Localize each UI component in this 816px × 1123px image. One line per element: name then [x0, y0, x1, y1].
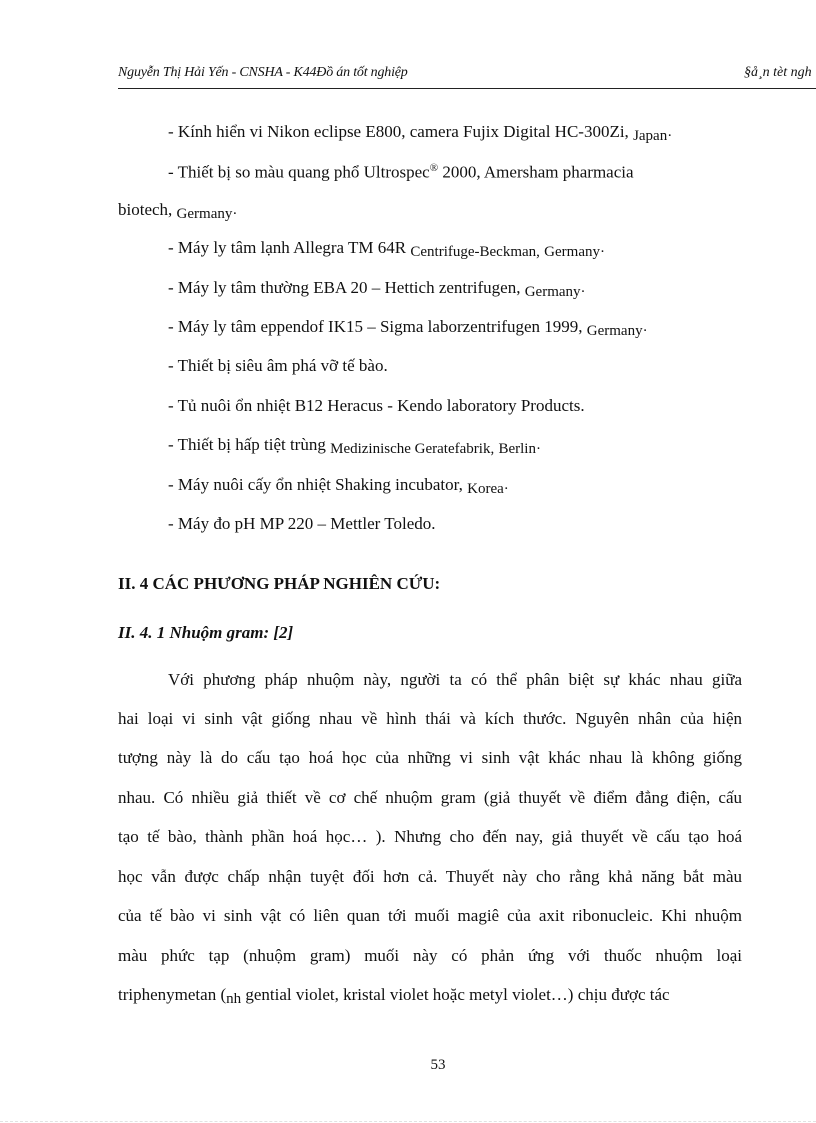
paragraph-line: hai loại vi sinh vật giống nhau về hình thái và kích thước. Nguyên nhân của hiện — [118, 709, 742, 728]
equipment-mid: Centrifuge-Beckman, — [410, 244, 540, 260]
equipment-sep: · — [232, 206, 238, 222]
equipment-text: - Kính hiển vi Nikon eclipse E800, camera Fujix Digital HC-300Zi, — [168, 122, 629, 141]
equipment-mid: Medizinische Geratefabrik, — [330, 441, 495, 457]
paragraph-line: tượng này là do cấu tạo hoá học của những vi sinh vật khác nhau là không giống — [118, 748, 742, 767]
paragraph-line-last — [118, 984, 670, 1007]
header-right-text: §å¸n tèt ngh — [744, 65, 812, 80]
paragraph-line: màu phức tạp (nhuộm gram) muối này có phản ứng với thuốc nhuộm loại — [118, 946, 742, 965]
subsection-heading: II. 4. 1 Nhuộm gram: [2] — [118, 623, 294, 642]
paragraph-line: của tế bào vi sinh vật có liên quan tới muối magiê của axit ribonucleic. Khi nhuộm — [118, 906, 742, 925]
equipment-tail: Japan — [633, 128, 668, 144]
section-heading: II. 4 CÁC PHƯƠNG PHÁP NGHIÊN CỨU: — [118, 574, 441, 593]
paragraph-small-text: nh — [226, 991, 242, 1007]
equipment-item — [168, 157, 634, 184]
equipment-item — [168, 513, 435, 535]
paragraph-line: tạo tế bào, thành phần hoá học… ). Nhưng cho đến nay, giả thuyết về cấu tạo hoá — [118, 827, 742, 846]
equipment-text: - Tủ nuôi ổn nhiệt B12 Heracus - Kendo laboratory Products. — [168, 396, 585, 415]
equipment-item — [168, 121, 672, 144]
equipment-tail: Korea — [467, 481, 504, 497]
page-number: 53 — [430, 1057, 446, 1073]
equipment-text: - Máy ly tâm lạnh Allegra TM 64R — [168, 238, 407, 257]
equipment-tail: Berlin — [498, 441, 536, 457]
equipment-text: - Thiết bị siêu âm phá vỡ tế bào. — [168, 356, 388, 375]
equipment-text: - Máy ly tâm eppendof IK15 – Sigma laborzentrifugen 1999, — [168, 317, 583, 336]
equipment-text-rest: 2000, Amersham pharmacia — [438, 162, 634, 182]
equipment-tail: Germany — [544, 244, 600, 260]
running-header — [118, 62, 816, 89]
paragraph-line: nhau. Có nhiều giả thiết về cơ chế nhuộm gram (giả thuyết về điểm đẳng điện, cấu — [118, 788, 742, 807]
equipment-sep: · — [667, 128, 673, 144]
equipment-text: - Thiết bị so màu quang phổ Ultrospec — [168, 162, 430, 182]
registered-mark: ® — [429, 162, 439, 174]
equipment-sep: · — [642, 323, 648, 339]
equipment-sep: · — [535, 441, 541, 457]
equipment-tail: Germany — [176, 206, 233, 222]
equipment-item-continuation — [118, 199, 237, 222]
page-bottom-divider — [0, 1121, 816, 1122]
equipment-sep: · — [503, 481, 509, 497]
equipment-sep: · — [599, 244, 605, 260]
equipment-item — [168, 237, 605, 260]
equipment-text: biotech, — [118, 200, 173, 219]
paragraph-line: học vẫn được chấp nhận tuyệt đối hơn cả. Thuyết này cho rằng khả năng bắt màu — [118, 867, 742, 886]
equipment-item — [168, 395, 585, 417]
equipment-sep: · — [580, 284, 586, 300]
paragraph-text: triphenymetan ( — [118, 985, 227, 1004]
paragraph-line: Với phương pháp nhuộm này, người ta có thể phân biệt sự khác nhau giữa — [168, 670, 742, 689]
equipment-text: - Máy nuôi cấy ổn nhiệt Shaking incubator, — [168, 475, 463, 494]
equipment-item — [168, 474, 509, 497]
equipment-item — [168, 355, 388, 377]
equipment-item — [168, 316, 648, 339]
equipment-text: - Máy ly tâm thường EBA 20 – Hettich zentrifugen, — [168, 278, 521, 297]
equipment-text: - Thiết bị hấp tiệt trùng — [168, 435, 326, 454]
equipment-item — [168, 277, 586, 300]
equipment-tail: Germany — [524, 284, 581, 300]
paragraph-text-rest: gential violet, kristal violet hoặc metyl violet…) chịu được tác — [241, 985, 670, 1004]
equipment-text: - Máy đo pH MP 220 – Mettler Toledo. — [168, 514, 436, 533]
equipment-tail: Germany — [586, 323, 643, 339]
equipment-item — [168, 434, 541, 457]
header-left-text: Nguyễn Thị Hải Yến - CNSHA - K44Đồ án tốt nghiệp — [118, 65, 408, 80]
